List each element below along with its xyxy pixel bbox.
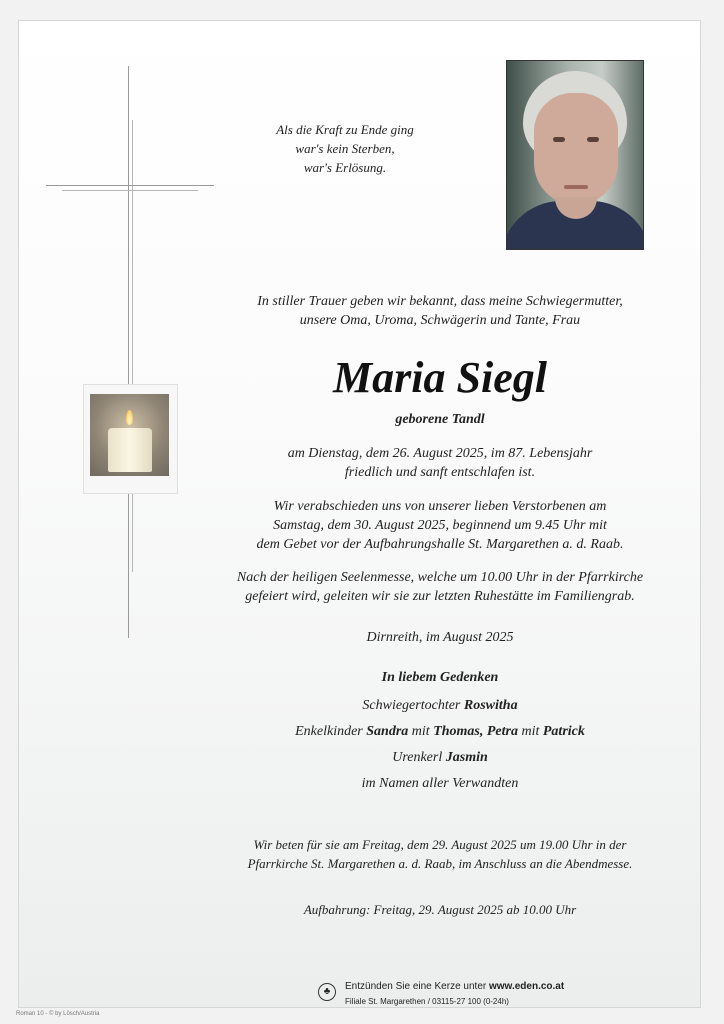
date-line: am Dienstag, dem 26. August 2025, im 87. Lebensjahr — [287, 446, 593, 461]
announcement-intro — [200, 292, 680, 330]
cross-horizontal-line-inner — [62, 190, 198, 191]
motto-line: war's Erlösung. — [303, 160, 387, 175]
farewell-line: Samstag, dem 30. August 2025, beginnend um 9.45 Uhr mit — [273, 518, 607, 533]
footer-candle-line — [345, 981, 564, 992]
motto-line: war's kein Sterben, — [295, 141, 395, 156]
intro-line: In stiller Trauer geben wir bekannt, dass meine Schwiegermutter, — [257, 294, 623, 309]
candle-icon — [108, 428, 152, 472]
viewing-info: Aufbahrung: Freitag, 29. August 2025 ab 10.00 Uhr — [303, 902, 577, 917]
prayer-line: Pfarrkirche St. Margarethen a. d. Raab, im Anschluss an die Abendmesse. — [247, 856, 633, 871]
relation-label: Enkelkinder — [295, 724, 363, 739]
maiden-name: geborene Tandl — [395, 412, 485, 427]
place-date: Dirnreith, im August 2025 — [366, 630, 514, 645]
footer-url-link[interactable]: www.eden.co.at — [489, 981, 565, 992]
memory-heading: In liebem Gedenken — [381, 670, 499, 685]
mass-line: Nach der heiligen Seelenmesse, welche um 10.00 Uhr in der Pfarrkirche — [236, 570, 644, 585]
cross-horizontal-line — [46, 185, 214, 186]
family-member-name: Petra — [486, 724, 518, 739]
footer-candle-text: Entzünden Sie eine Kerze unter — [345, 981, 487, 992]
cross-vertical-line — [128, 66, 129, 638]
mass-line: gefeiert wird, geleiten wir sie zur letzten Ruhestätte im Familiengrab. — [245, 589, 635, 604]
motto-verse — [240, 120, 450, 177]
portrait-photo — [506, 60, 644, 250]
deceased-name: Maria Siegl — [333, 353, 547, 402]
candle-image — [83, 384, 178, 494]
relation-label: Urenkerl — [392, 750, 443, 765]
connector-text: mit — [521, 724, 540, 739]
design-credit: Roman 10 - © by Lösch/Austria — [16, 1011, 100, 1017]
family-line-grandchildren — [200, 724, 680, 740]
death-date-text — [200, 444, 680, 482]
connector-text: mit — [411, 724, 430, 739]
footer-branch: Filiale St. Margarethen / 03115-27 100 (0-24h) — [345, 997, 509, 1006]
farewell-line: Wir verabschieden uns von unserer lieben Verstorbenen am — [273, 499, 607, 514]
mass-text — [200, 568, 680, 606]
family-line-daughter-in-law — [200, 698, 680, 714]
family-member-name: Jasmin — [445, 750, 488, 765]
farewell-line: dem Gebet vor der Aufbahrungshalle St. Margarethen a. d. Raab. — [256, 537, 624, 552]
family-line-relatives: im Namen aller Verwandten — [361, 776, 519, 791]
prayer-text — [200, 835, 680, 873]
intro-line: unsere Oma, Uroma, Schwägerin und Tante, Frau — [299, 313, 581, 328]
flame-icon — [126, 410, 133, 425]
family-line-great-grandchild — [200, 750, 680, 766]
farewell-text — [200, 497, 680, 554]
family-member-name: Patrick — [542, 724, 585, 739]
tree-logo-icon: ♣ — [318, 983, 336, 1001]
family-member-name: Thomas, — [433, 724, 484, 739]
prayer-line: Wir beten für sie am Freitag, dem 29. August 2025 um 19.00 Uhr in der — [253, 837, 627, 852]
date-line: friedlich und sanft entschlafen ist. — [344, 465, 536, 480]
relation-label: Schwiegertochter — [362, 698, 461, 713]
family-member-name: Roswitha — [463, 698, 518, 713]
cross-vertical-line-inner — [132, 120, 133, 572]
family-member-name: Sandra — [366, 724, 409, 739]
motto-line: Als die Kraft zu Ende ging — [276, 122, 414, 137]
